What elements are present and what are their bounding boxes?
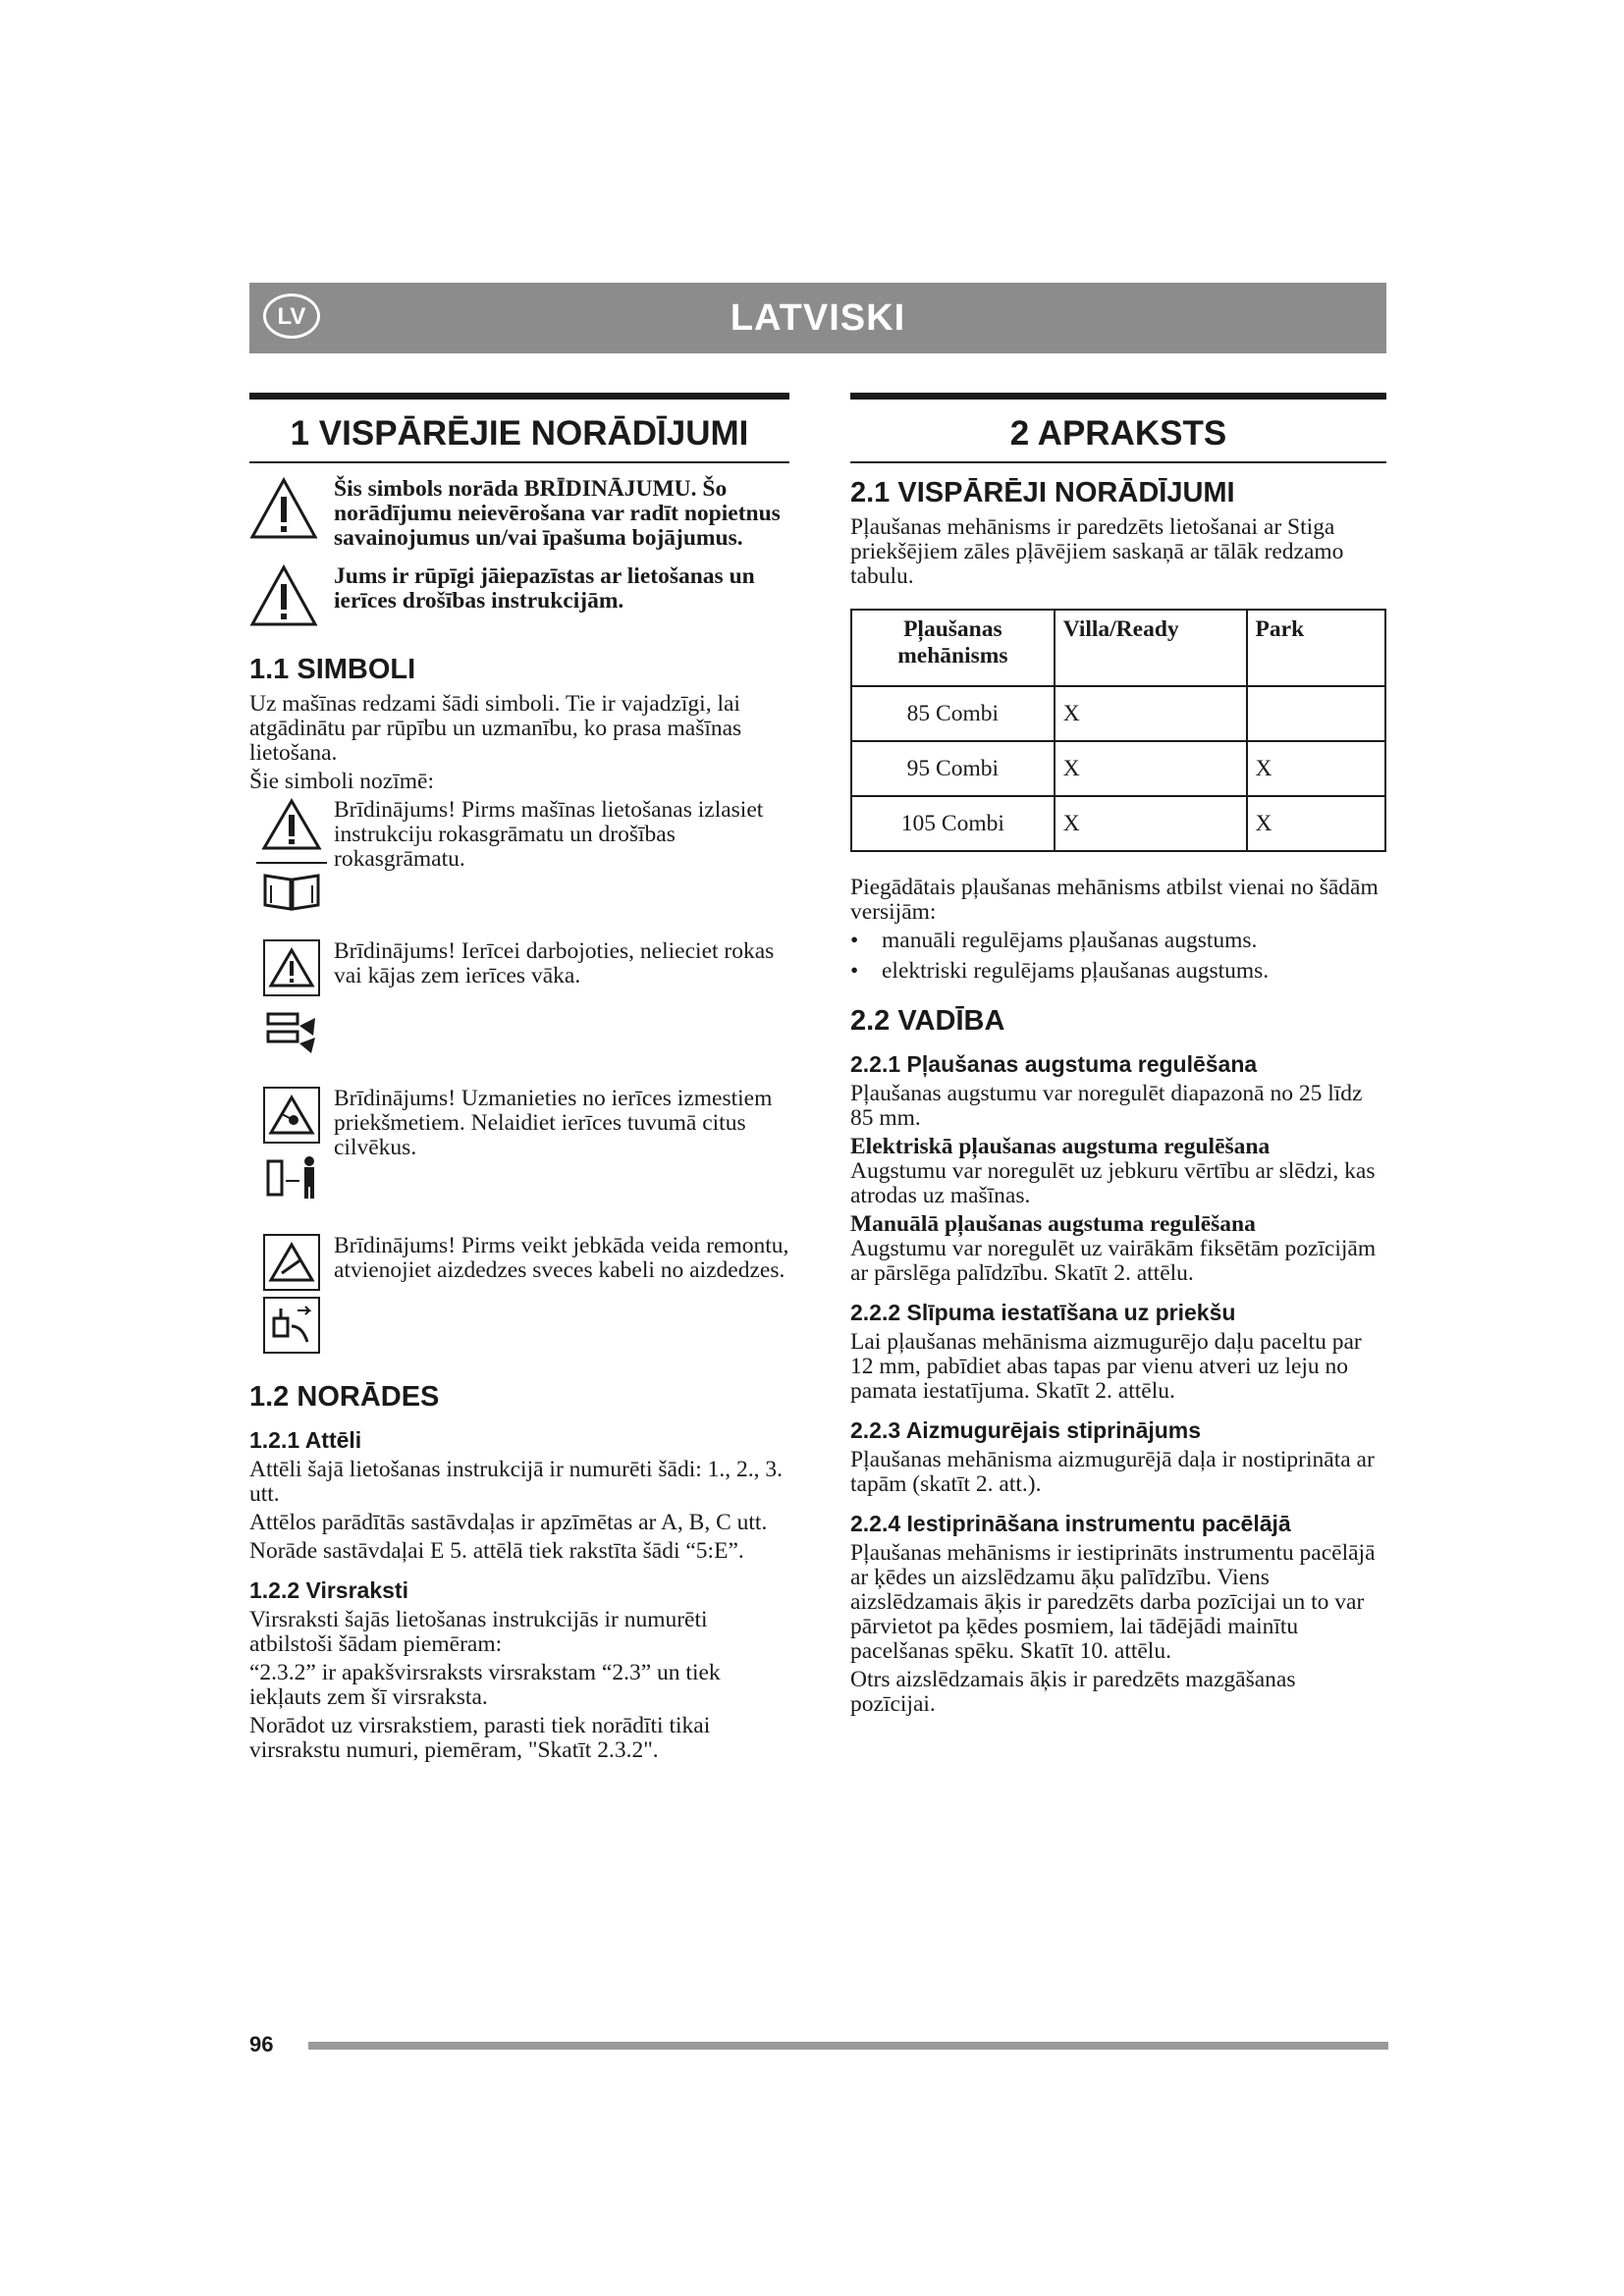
table-cell: X <box>1055 796 1247 851</box>
section-2-2-3-heading: 2.2.3 Aizmugurējais stiprinājums <box>850 1417 1202 1443</box>
language-badge: LV <box>263 294 320 339</box>
section-2-heading: 2 APRAKSTS <box>850 393 1386 463</box>
symbol-row-3 <box>249 1087 789 1212</box>
subheading: Manuālā pļaušanas augstuma regulēšana <box>850 1211 1256 1237</box>
repair-warning-icon <box>263 1234 320 1291</box>
compatibility-table <box>850 609 1386 852</box>
paragraph: Piegādātais pļaušanas mehānisms atbilst vienai no šādām versijām: <box>850 875 1379 925</box>
section-2-2-1-heading: 2.2.1 Pļaušanas augstuma regulēšana <box>850 1051 1258 1077</box>
blade-hand-foot-icon <box>263 1002 320 1059</box>
paragraph: Pļaušanas mehānisms ir paredzēts lietošanai ar Stiga priekšējiem zāles pļāvējiem saskaņā ar tālāk redzamo tabulu. <box>850 514 1344 589</box>
page-number: 96 <box>249 2032 274 2056</box>
paragraph: Lai pļaušanas mehānisma aizmugurējo daļu paceltu par 12 mm, pabīdiet abas tapas par vienu atveri uz leju no pamata iestatījuma. Skatīt 2. attēlu. <box>850 1329 1362 1404</box>
language-title: LATVISKI <box>730 297 906 339</box>
keep-distance-icon <box>263 1149 320 1206</box>
footer-rule <box>308 2042 1388 2050</box>
paragraph: Pļaušanas mehānisma aizmugurējā daļa ir nostiprināta ar tapām (skatīt 2. att.). <box>850 1447 1375 1497</box>
spark-plug-icon <box>263 1297 320 1354</box>
paragraph: Attēli šajā lietošanas instrukcijā ir numurēti šādi: 1., 2., 3. utt. <box>249 1457 784 1507</box>
section-1-2-1-heading: 1.2.1 Attēli <box>249 1427 362 1453</box>
symbol-row-1 <box>249 798 789 918</box>
table-row <box>851 741 1385 796</box>
table-cell <box>1247 686 1385 741</box>
language-banner <box>249 283 1386 353</box>
symbol-text-1: Brīdinājums! Pirms mašīnas lietošanas izlasiet instrukciju rokasgrāmatu un drošības rokasgrāmatu. <box>334 797 764 872</box>
list-item: • manuāli regulējams pļaušanas augstums. <box>850 928 1258 953</box>
paragraph: Pļaušanas mehānisms ir iestiprināts instrumentu pacēlājā ar ķēdes un aizslēdzamu āķu palīdzību. Viens aizslēdzamais āķis ir paredzēts darba pozīcijai un to var pārvietot pa ķēdes posmiem, lai tādējādi mainītu pacelšanas spēku. Skatīt 10. attēlu. <box>850 1540 1376 1664</box>
warning-triangle-icon <box>263 939 320 996</box>
table-header-cell: Park <box>1247 610 1385 686</box>
paragraph: Norāde sastāvdaļai E 5. attēlā tiek rakstīta šādi “5:E”. <box>249 1538 744 1564</box>
warning-text-2: Jums ir rūpīgi jāiepazīstas ar lietošanas un ierīces drošības instrukcijām. <box>334 563 755 614</box>
paragraph: Uz mašīnas redzami šādi simboli. Tie ir vajadzīgi, lai atgādinātu par rūpību un uzmanību, ko prasa mašīnas lietošana. <box>249 691 742 766</box>
table-cell: 95 Combi <box>851 741 1055 796</box>
table-cell: 85 Combi <box>851 686 1055 741</box>
section-2-2-2-heading: 2.2.2 Slīpuma iestatīšana uz priekšu <box>850 1300 1236 1325</box>
section-2-2-4-heading: 2.2.4 Iestiprināšana instrumentu pacēlājā <box>850 1511 1291 1536</box>
section-1-1-heading: 1.1 SIMBOLI <box>249 654 416 685</box>
paragraph: Attēlos parādītās sastāvdaļas ir apzīmētas ar A, B, C utt. <box>249 1510 768 1535</box>
left-column <box>249 393 789 1767</box>
paragraph: Pļaušanas augstumu var noregulēt diapazonā no 25 līdz 85 mm. <box>850 1081 1363 1131</box>
table-cell: X <box>1055 741 1247 796</box>
symbol-text-3: Brīdinājums! Uzmanieties no ierīces izmestiem priekšmetiem. Nelaidiet ierīces tuvumā citus cilvēkus. <box>334 1086 773 1160</box>
section-2-2-heading: 2.2 VADĪBA <box>850 1005 1005 1037</box>
table-cell: 105 Combi <box>851 796 1055 851</box>
manual-book-icon <box>261 870 322 918</box>
warning-triangle-icon <box>261 798 322 856</box>
section-1-heading: 1 VISPĀRĒJIE NORĀDĪJUMI <box>249 393 789 463</box>
warning-triangle-icon <box>249 477 334 545</box>
warning-block-1 <box>249 477 789 551</box>
section-2-1-heading: 2.1 VISPĀRĒJI NORĀDĪJUMI <box>850 477 1235 508</box>
section-1-2-heading: 1.2 NORĀDES <box>249 1381 440 1413</box>
table-header-cell: Villa/Ready <box>1055 610 1247 686</box>
table-cell: X <box>1247 741 1385 796</box>
subheading: Elektriskā pļaušanas augstuma regulēšana <box>850 1134 1271 1159</box>
paragraph: Augstumu var noregulēt uz vairākām fiksētām pozīcijām ar pārslēga palīdzību. Skatīt 2. attēlu. <box>850 1236 1377 1286</box>
paragraph: Otrs aizslēdzamais āķis ir paredzēts mazgāšanas pozīcijai. <box>850 1667 1296 1717</box>
table-cell: X <box>1247 796 1385 851</box>
thrown-objects-icon <box>263 1087 320 1144</box>
table-row <box>851 686 1385 741</box>
symbol-row-4 <box>249 1234 789 1360</box>
table-row <box>851 796 1385 851</box>
paragraph: Virsraksti šajās lietošanas instrukcijās ir numurēti atbilstoši šādam piemēram: <box>249 1607 708 1657</box>
paragraph: Augstumu var noregulēt uz jebkuru vērtību ar slēdzi, kas atrodas uz mašīnas. <box>850 1158 1376 1208</box>
paragraph: Norādot uz virsrakstiem, parasti tiek norādīti tikai virsrakstu numuri, piemēram, "Skatīt 2.3.2". <box>249 1713 711 1763</box>
table-header-cell: Pļaušanas mehānisms <box>851 610 1055 686</box>
warning-triangle-icon <box>249 564 334 632</box>
table-header-row <box>851 610 1385 686</box>
table-cell: X <box>1055 686 1247 741</box>
symbol-text-2: Brīdinājums! Ierīcei darbojoties, nelieciet rokas vai kājas zem ierīces vāka. <box>334 938 775 988</box>
paragraph: “2.3.2” ir apakšvirsraksts virsrakstam “2.3” un tiek iekļauts zem šī virsraksta. <box>249 1660 721 1710</box>
warning-block-2 <box>249 564 789 632</box>
symbol-text-4: Brīdinājums! Pirms veikt jebkāda veida remontu, atvienojiet aizdedzes sveces kabeli no aizdedzes. <box>334 1233 789 1283</box>
section-1-2-2-heading: 1.2.2 Virsraksti <box>249 1577 408 1603</box>
list-item: • elektriski regulējams pļaušanas augstums. <box>850 958 1270 984</box>
paragraph: Šie simboli nozīmē: <box>249 769 434 794</box>
symbol-row-2 <box>249 939 789 1065</box>
right-column <box>850 393 1386 1721</box>
warning-text-1: Šis simbols norāda BRĪDINĀJUMU. Šo norādījumu neievērošana var radīt nopietnus savainojumus un/vai īpašuma bojājumus. <box>334 476 781 551</box>
